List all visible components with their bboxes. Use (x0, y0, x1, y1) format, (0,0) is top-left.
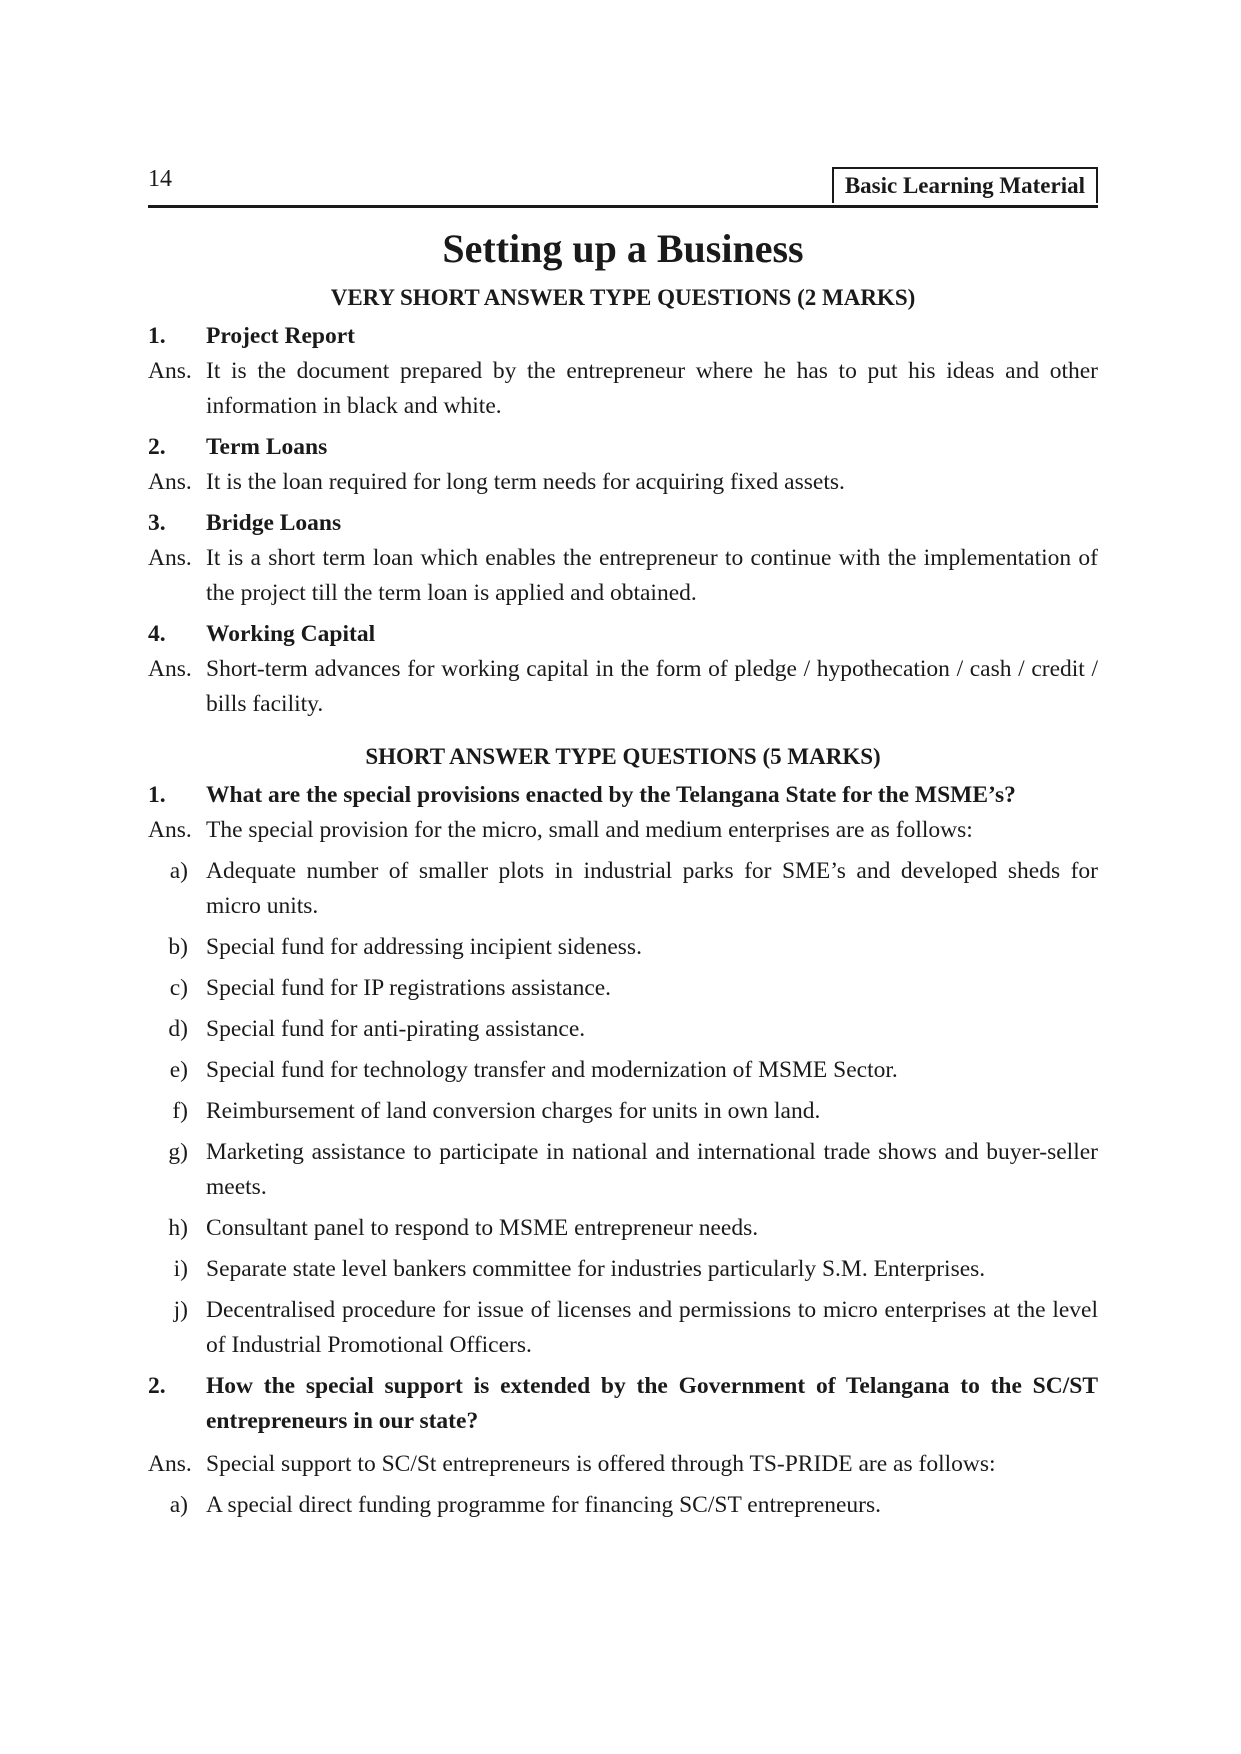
list-item-label: d) (168, 1016, 188, 1042)
list-item-label: c) (169, 975, 188, 1001)
answer-row (148, 652, 1098, 722)
list-item (148, 971, 1098, 1006)
list-item-text: A special direct funding programme for financing SC/ST entrepreneurs. (206, 1492, 882, 1518)
question-text: Project Report (206, 323, 355, 349)
list-item (148, 1252, 1098, 1287)
answer-row (148, 1447, 1098, 1482)
list-item-label: f) (172, 1098, 188, 1124)
answer-text: It is the loan required for long term needs for acquiring fixed assets. (206, 469, 845, 495)
list-item (148, 1094, 1098, 1129)
list-item-text: Marketing assistance to participate in national and international trade shows and buyer-seller meets. (206, 1139, 1098, 1200)
list-item-text: Decentralised procedure for issue of licenses and permissions to micro enterprises at the level of Industrial Promotional Officers. (206, 1297, 1098, 1358)
question-number: 4. (148, 621, 166, 647)
list-item (148, 1211, 1098, 1246)
question-text: How the special support is extended by the Government of Telangana to the SC/ST entrepreneurs in our state? (206, 1373, 1098, 1434)
list-item-label: j) (173, 1297, 188, 1323)
list-item-label: h) (168, 1215, 188, 1241)
question-row (148, 1369, 1098, 1439)
list-item-text: Reimbursement of land conversion charges for units in own land. (206, 1098, 821, 1124)
answer-row (148, 541, 1098, 611)
question-number: 2. (148, 434, 166, 460)
list-item-label: i) (173, 1256, 188, 1282)
list-item (148, 930, 1098, 965)
answer-text: It is a short term loan which enables the entrepreneur to continue with the implementation of the project till the term loan is applied and obtained. (206, 545, 1098, 606)
question-text: Bridge Loans (206, 510, 342, 536)
list-item-text: Special fund for addressing incipient sideness. (206, 934, 642, 960)
list-item-text: Special fund for IP registrations assistance. (206, 975, 612, 1001)
list-item-label: b) (168, 934, 188, 960)
question-number: 3. (148, 510, 166, 536)
question-row (148, 430, 1098, 465)
list-item-text: Special fund for technology transfer and modernization of MSME Sector. (206, 1057, 898, 1083)
answer-label: Ans. (148, 817, 192, 843)
answer-row (148, 354, 1098, 424)
page-number: 14 (148, 166, 172, 192)
section-heading-short: SHORT ANSWER TYPE QUESTIONS (5 MARKS) (365, 744, 881, 769)
answer-label: Ans. (148, 545, 192, 571)
list-item (148, 1053, 1098, 1088)
list-item-label: a) (169, 858, 188, 884)
answer-text: It is the document prepared by the entrepreneur where he has to put his ideas and other information in black and white. (206, 358, 1098, 419)
list-item-text: Separate state level bankers committee for industries particularly S.M. Enterprises. (206, 1256, 986, 1282)
list-item (148, 1293, 1098, 1363)
list-item-text: Consultant panel to respond to MSME entrepreneur needs. (206, 1215, 759, 1241)
question-row (148, 778, 1098, 813)
list-item-text: Special fund for anti-pirating assistance. (206, 1016, 586, 1042)
list-item-label: g) (168, 1139, 188, 1165)
list-item (148, 1012, 1098, 1047)
answer-row (148, 465, 1098, 500)
section-heading-very-short: VERY SHORT ANSWER TYPE QUESTIONS (2 MARKS) (330, 285, 916, 310)
question-number: 1. (148, 323, 166, 349)
chapter-title: Setting up a Business (442, 226, 804, 271)
question-text: What are the special provisions enacted by the Telangana State for the MSME’s? (206, 782, 1016, 808)
list-item (148, 1135, 1098, 1205)
answer-text: The special provision for the micro, small and medium enterprises are as follows: (206, 817, 973, 843)
list-item (148, 854, 1098, 924)
answer-label: Ans. (148, 469, 192, 495)
answer-label: Ans. (148, 1451, 192, 1477)
list-item-label: e) (169, 1057, 188, 1083)
question-row (148, 319, 1098, 354)
question-row (148, 617, 1098, 652)
question-text: Term Loans (206, 434, 328, 460)
answer-text: Short-term advances for working capital in the form of pledge / hypothecation / cash / credit / bills facility. (206, 656, 1098, 717)
answer-label: Ans. (148, 656, 192, 682)
page-header (148, 160, 1098, 208)
document-page (148, 160, 1098, 1523)
book-title: Basic Learning Material (832, 167, 1098, 203)
answer-row (148, 813, 1098, 848)
question-number: 2. (148, 1373, 166, 1399)
question-number: 1. (148, 782, 166, 808)
list-item (148, 1488, 1098, 1523)
question-row (148, 506, 1098, 541)
list-item-text: Adequate number of smaller plots in industrial parks for SME’s and developed sheds for micro units. (206, 858, 1098, 919)
question-text: Working Capital (206, 621, 376, 647)
answer-text: Special support to SC/St entrepreneurs is offered through TS-PRIDE are as follows: (206, 1451, 996, 1477)
list-item-label: a) (169, 1492, 188, 1518)
answer-label: Ans. (148, 358, 192, 384)
